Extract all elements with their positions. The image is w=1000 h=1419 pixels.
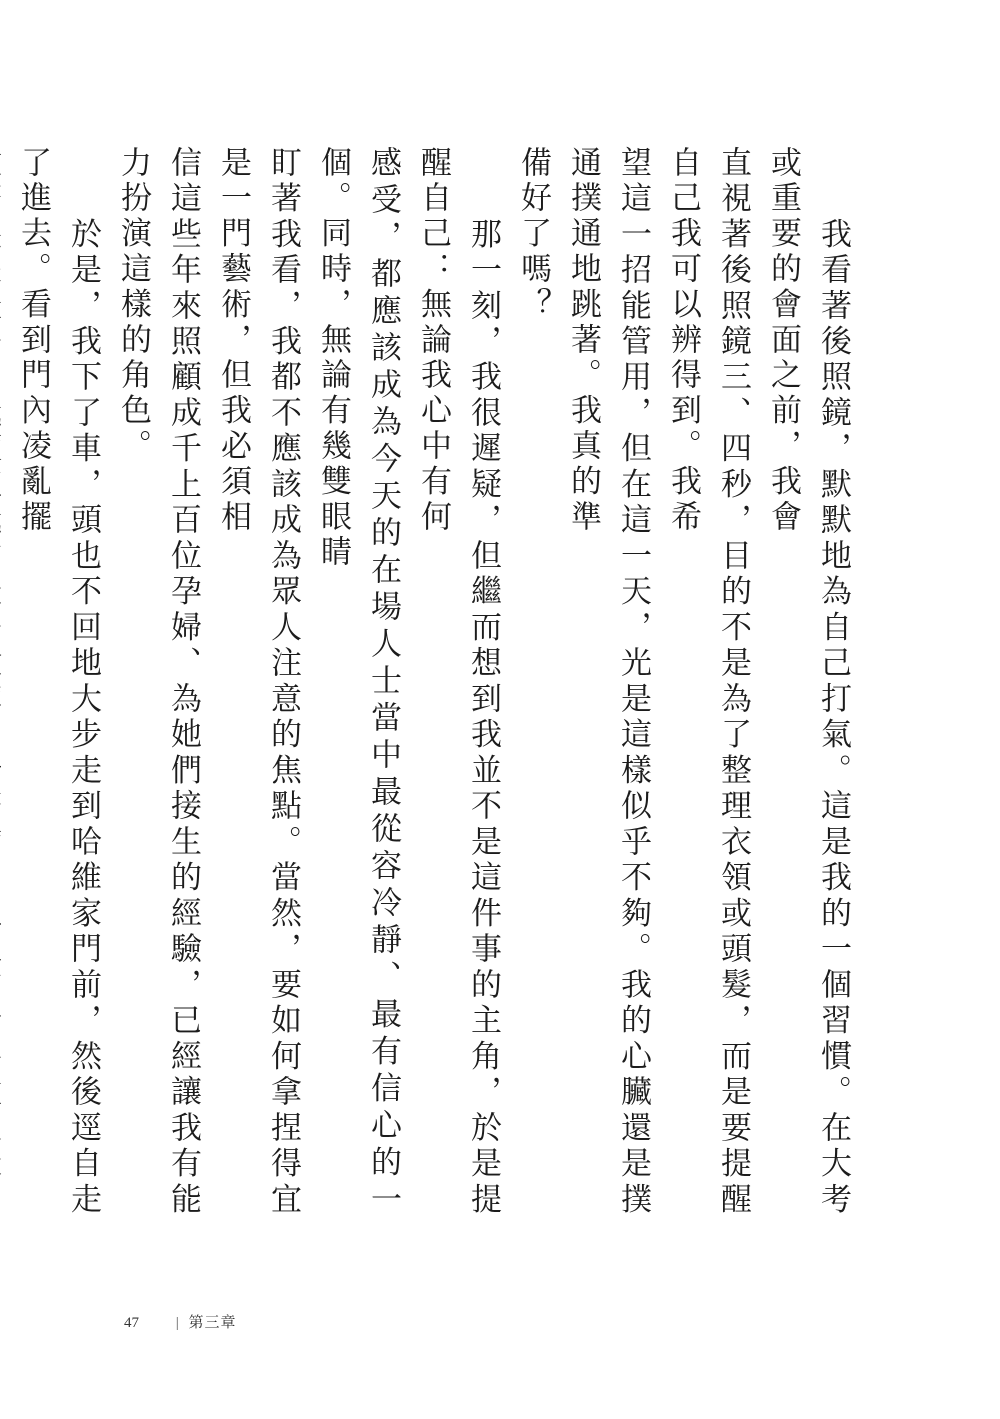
text-column-10 [0,146,8,1218]
chapter-title: 第三章 [188,1315,237,1331]
text-column-5: 那一刻，我很遲疑，但繼而想到我並不是這件事的主角，於是提醒自己：無論我心中有何 [415,146,501,1218]
page-footer [124,1311,237,1332]
text-column-6: 感受，都應該成為今天的在場人士當中最從容冷靜、最有信心的一個。同時，無論有幾雙眼睛 [315,146,401,1218]
text-column-3: 望這一招能管用，但在這一天，光是這樣似乎不夠。我的心臟還是撲通撲通地跳著。我真的準 [565,146,651,1218]
text-column-9: 於是，我下了車，頭也不回地大步走到哈維家門前，然後逕自走了進去。看到門內凌亂擺 [15,146,101,1218]
page-number: 47 [124,1315,139,1331]
footer-divider: | [175,1315,179,1331]
text-column-8: 信這些年來照顧成千上百位孕婦、為她們接生的經驗，已經讓我有能力扮演這樣的角色。 [115,146,201,1218]
text-column-1: 我看著後照鏡，默默地為自己打氣。這是我的一個習慣。在大考或重要的會面之前，我會 [765,146,851,1218]
vertical-text-body [15,146,858,1218]
text-column-4: 備好了嗎？ [515,146,551,323]
text-column-7: 盯著我看，我都不應該成為眾人注意的焦點。當然，要如何拿捏得宜是一門藝術，但我必須相 [215,146,301,1218]
text-column-2: 直視著後照鏡三、四秒，目的不是為了整理衣領或頭髮，而是要提醒自己我可以辨得到。我希 [665,146,751,1218]
